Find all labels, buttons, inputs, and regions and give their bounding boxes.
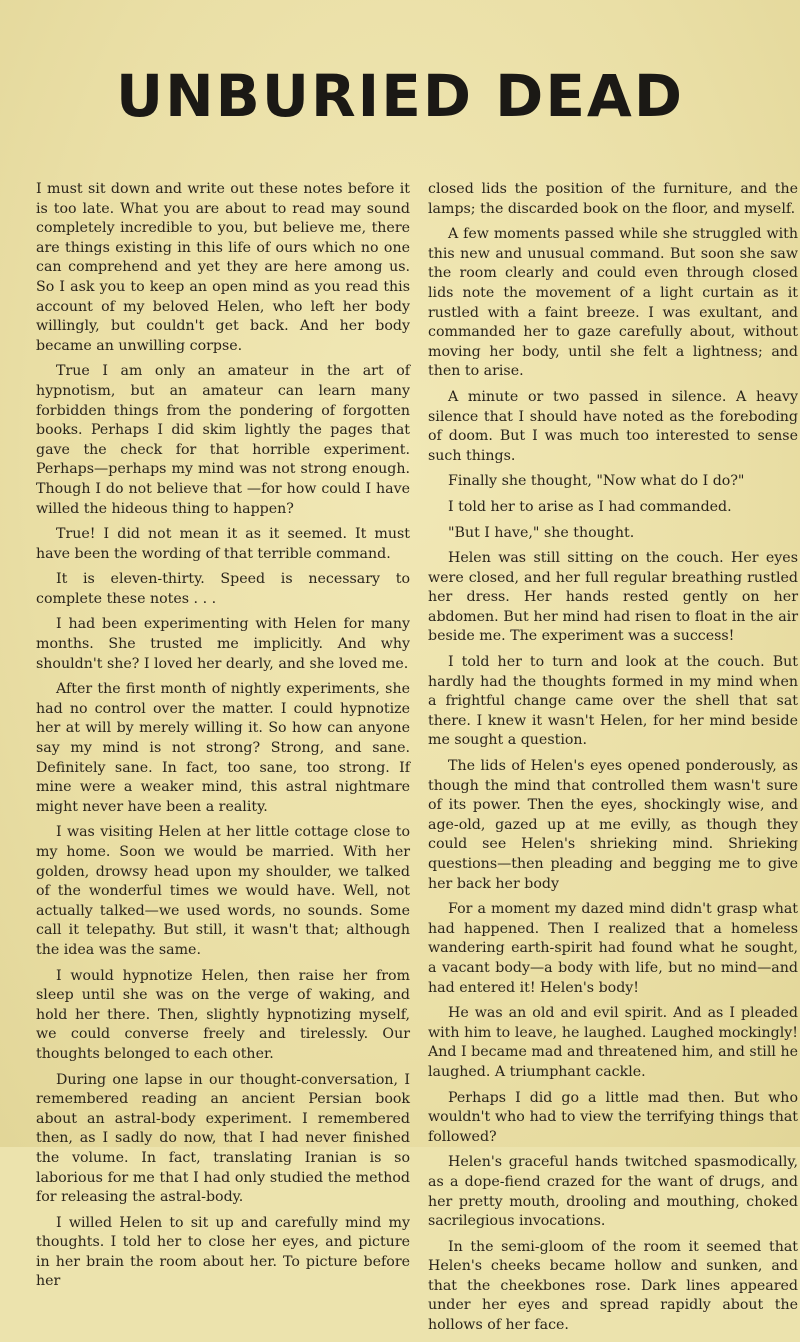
paragraph: After the first month of nightly experiments, she had no control over the matter. I could hypnotize her at will by merely willing it. So how can anyone say my mind is not strong? Strong, and sane. Definitely sane. In fact, too sane, too strong. If mine were a weaker mind, this astral nightmare might never have been a reality. (36, 681, 410, 815)
paragraph: A minute or two passed in silence. A heavy silence that I should have noted as the foreboding of doom. But I was much too interested to sense such things. (428, 388, 798, 464)
paragraph: Finally she thought, "Now what do I do?" (448, 473, 745, 490)
paragraph: I would hypnotize Helen, then raise her from sleep until she was on the verge of waking, and hold her there. Then, slightly hypnotizing myself, we could converse freely and tirelessly. Our thoughts belonged to each other. (36, 967, 410, 1062)
paragraph: "But I have," she thought. (448, 524, 635, 541)
paragraph: The lids of Helen's eyes opened ponderously, as though the mind that controlled them wasn't sure of its power. Then the eyes, shockingly wise, and age-old, gazed up at me evilly, as though they could see Helen's shrieking mind. Shrieking questions—then pleading and begging me to give her back her body (428, 758, 798, 892)
paragraph: I had been experimenting with Helen for many months. She trusted me implicitly. And why shouldn't she? I loved her dearly, and she loved me. (36, 616, 410, 672)
paragraph: During one lapse in our thought-conversation, I remembered reading an ancient Persian book about an astral-body experiment. I remembered then, as I sadly do now, that I had never finished the volume. In fact, translating Iranian is so laborious for me that I had only studied the method for releasing the astral-body. (36, 1071, 410, 1206)
paragraph: I was visiting Helen at her little cottage close to my home. Soon we would be married. With her golden, drowsy head upon my shoulder, we talked of the wonderful times we would have. Well, not actually talked—we used words, no sounds. Some call it telepathy. But still, it wasn't that; although the idea was the same. (36, 824, 410, 958)
paragraph: He was an old and evil spirit. And as I pleaded with him to leave, he laughed. Laughed mockingly! And I became mad and threatened him, and still he laughed. A triumphant cackle. (428, 1005, 798, 1080)
paragraph: I willed Helen to sit up and carefully mind my thoughts. I told her to close her eyes, and picture in her brain the room about her. To picture before her (36, 1214, 410, 1290)
paragraph: True! I did not mean it as it seemed. It must have been the wording of that terrible command. (36, 526, 410, 562)
paragraph: Helen was still sitting on the couch. Her eyes were closed, and her full regular breathing rustled her dress. Her hands rested gently on her abdomen. But her mind had risen to float in the air beside me. The experiment was a success! (428, 550, 798, 645)
paragraph: Perhaps I did go a little mad then. But who wouldn't who had to view the terrifying things that followed? (428, 1089, 798, 1145)
paragraph: I told her to turn and look at the couch. But hardly had the thoughts formed in my mind when a frightful change came over the shell that sat there. I knew it wasn't Helen, for her mind beside me sought a question. (428, 654, 798, 749)
paragraph: It is eleven-thirty. Speed is necessary to complete these notes . . . (36, 571, 410, 607)
paragraph: For a moment my dazed mind didn't grasp what had happened. Then I realized that a homeless wandering earth-spirit had found what he sought, a vacant body—a body with life, but no mind—and had entered it! Helen's body! (428, 901, 798, 996)
paragraph: closed lids the position of the furniture, and the lamps; the discarded book on the floor, and myself. (428, 181, 798, 217)
story-title: UNBURIED DEAD (116, 62, 684, 130)
paragraph: True I am only an amateur in the art of hypnotism, but an amateur can learn many forbidden things from the pondering of forgotten books. Perhaps I did skim lightly the pages that gave the check for that horrible experiment. Perhaps—perhaps my mind was not strong enough. Though I do not believe that —for how could I have willed the hideous thing to happen? (36, 363, 410, 517)
right-column (428, 180, 798, 1342)
left-column (36, 180, 410, 1298)
paragraph: A few moments passed while she struggled with this new and unusual command. But soon she saw the room clearly and could even through closed lids note the movement of a light curtain as it rustled with a faint breeze. I was exultant, and commanded her to gaze carefully about, without moving her body, until she felt a lightness; and then to arise. (428, 226, 798, 380)
paragraph: I told her to arise as I had commanded. (448, 498, 732, 515)
paragraph: Helen's graceful hands twitched spasmodically, as a dope-fiend crazed for the want of drugs, and her pretty mouth, drooling and mouthing, choked sacrilegious invocations. (428, 1154, 798, 1230)
paragraph: In the semi-gloom of the room it seemed that Helen's cheeks became hollow and sunken, and that the cheekbones rose. Dark lines appeared under her eyes and spread rapidly about the hollows of her face. (428, 1238, 798, 1334)
paragraph: I must sit down and write out these notes before it is too late. What you are about to read may sound completely incredible to you, but believe me, there are things existing in this life of ours which no one can comprehend and yet they are here among us. So I ask you to keep an open mind as you read this account of my beloved Helen, who left her body willingly, but couldn't get back. And her body became an unwilling corpse. (36, 181, 410, 354)
